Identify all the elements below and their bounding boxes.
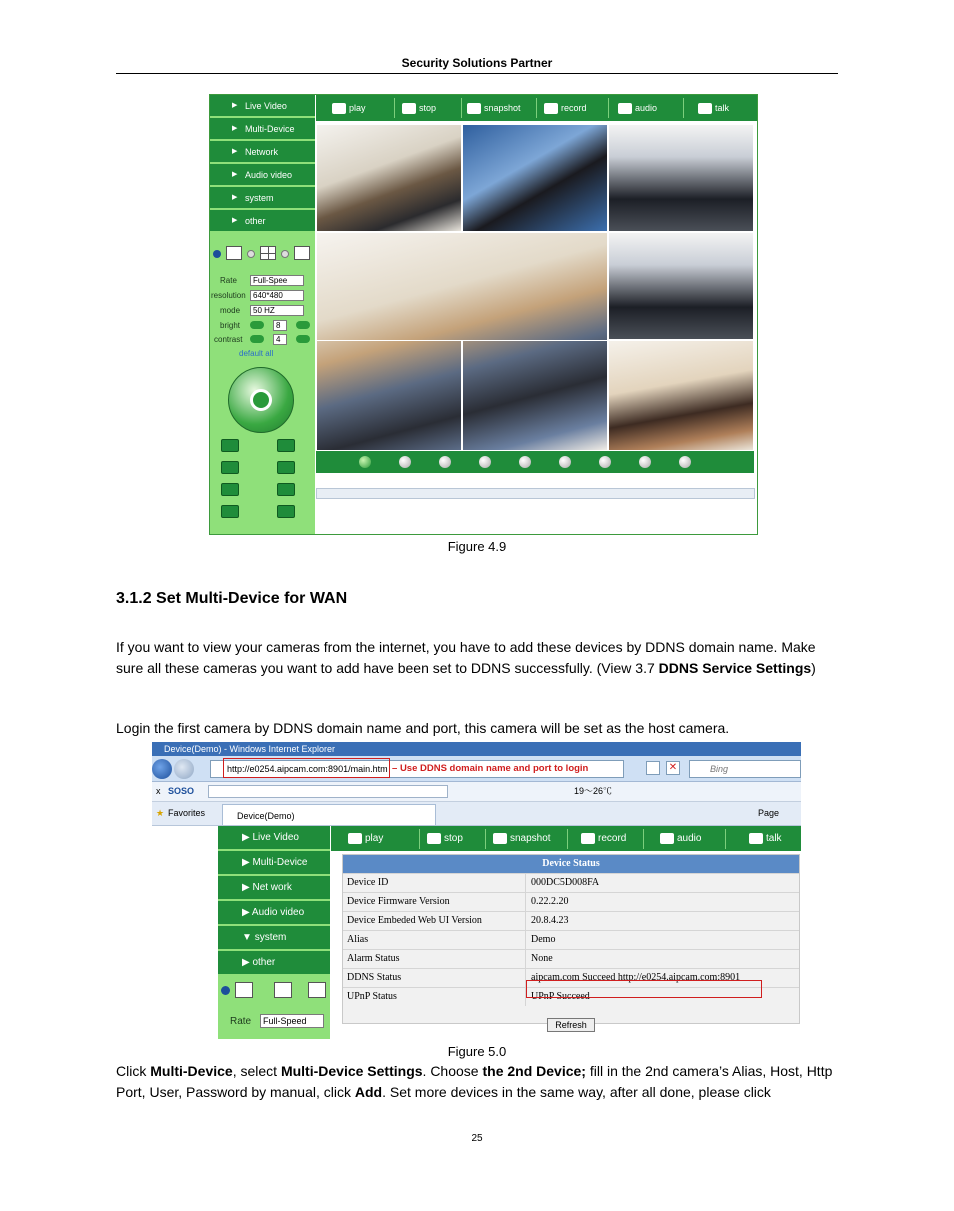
page-number: 25 bbox=[471, 1133, 483, 1144]
sidebar bbox=[218, 826, 330, 1039]
horizontal-scrollbar[interactable] bbox=[316, 488, 755, 499]
microphone-icon bbox=[698, 103, 712, 114]
layout-9-radio-icon[interactable] bbox=[281, 250, 289, 258]
menu-system[interactable]: ▶ system bbox=[210, 187, 315, 209]
channel-8-indicator[interactable] bbox=[639, 456, 651, 468]
record-icon bbox=[581, 833, 595, 844]
table-row: Device ID 000DC5D008FA bbox=[343, 873, 799, 891]
favorites-star-icon[interactable]: ★ bbox=[156, 808, 165, 818]
video-cell-2[interactable] bbox=[462, 124, 608, 232]
channel-7-indicator[interactable] bbox=[599, 456, 611, 468]
rate-select[interactable]: Full-Spee bbox=[250, 275, 304, 286]
talk-button[interactable]: talk bbox=[749, 829, 782, 848]
video-cell-4[interactable] bbox=[608, 232, 754, 340]
resolution-label: resolution bbox=[211, 291, 246, 300]
video-toolbar bbox=[331, 826, 801, 851]
rate-label: Rate bbox=[230, 1016, 252, 1027]
layout-1-icon[interactable] bbox=[221, 986, 230, 995]
weather-readout: 19～26℃ bbox=[574, 786, 613, 796]
favorites-bar bbox=[152, 802, 801, 826]
search-input[interactable]: Bing bbox=[689, 760, 801, 778]
menu-audio-video[interactable]: ▶ Audio video bbox=[218, 901, 330, 925]
rate-select[interactable]: Full-Speed bbox=[260, 1014, 324, 1028]
layout-single-icon[interactable] bbox=[235, 982, 253, 998]
stop-icon bbox=[402, 103, 416, 114]
channel-1-indicator[interactable] bbox=[359, 456, 371, 468]
ptz-center-icon[interactable] bbox=[250, 389, 272, 411]
video-cell-3[interactable] bbox=[608, 124, 754, 232]
address-bar[interactable]: http://e0254.aipcam.com:8901/main.htm bbox=[210, 760, 624, 778]
mode-label: mode bbox=[220, 306, 241, 315]
paragraph-3: Click Multi-Device, select Multi-Device Settings. Choose the 2nd Device; fill in the 2nd camera’s Alias, Host, Http Port, User, Password by manual, click Add. Set more devices in the same way, after all done, please click bbox=[116, 1063, 833, 1100]
favorites-label[interactable]: Favorites bbox=[168, 808, 206, 818]
channel-9-indicator[interactable] bbox=[679, 456, 691, 468]
speaker-icon bbox=[618, 103, 632, 114]
address-highlight-box bbox=[223, 758, 390, 778]
layout-nine-icon[interactable] bbox=[308, 982, 326, 998]
layout-4-radio-icon[interactable] bbox=[247, 250, 255, 258]
figure-5-0-screenshot bbox=[152, 742, 801, 1039]
address-annotation: – Use DDNS domain name and port to login bbox=[392, 763, 589, 774]
contrast-value[interactable]: 4 bbox=[273, 334, 287, 345]
ddns-highlight-box bbox=[526, 980, 762, 998]
section-heading: 3.1.2 Set Multi-Device for WAN bbox=[116, 590, 348, 607]
stop-icon[interactable]: ✕ bbox=[666, 761, 680, 775]
microphone-icon bbox=[749, 833, 763, 844]
preset-button-1[interactable] bbox=[221, 439, 239, 452]
refresh-button[interactable]: Refresh bbox=[547, 1018, 595, 1032]
layout-single-icon[interactable] bbox=[226, 246, 242, 260]
layout-1-icon[interactable] bbox=[213, 250, 221, 258]
sidebar bbox=[210, 95, 315, 534]
contrast-label: contrast bbox=[214, 335, 243, 344]
soso-toolbar bbox=[152, 782, 801, 802]
header-rule bbox=[116, 73, 838, 74]
menu-system[interactable]: ▼ system bbox=[218, 926, 330, 950]
io-button[interactable] bbox=[277, 505, 295, 518]
refresh-icon[interactable] bbox=[646, 761, 660, 775]
preset-button-2[interactable] bbox=[277, 439, 295, 452]
soso-search-input[interactable] bbox=[208, 785, 448, 798]
menu-other[interactable]: ▶ other bbox=[218, 951, 330, 975]
camera-icon bbox=[467, 103, 481, 114]
menu-audio-video[interactable]: ▶ Audio video bbox=[210, 164, 315, 186]
device-status-table bbox=[342, 854, 800, 1024]
table-row: Alias Demo bbox=[343, 930, 799, 948]
channel-bar bbox=[316, 451, 754, 473]
address-row bbox=[152, 756, 801, 782]
menu-multi-device[interactable]: ▶ Multi-Device bbox=[218, 851, 330, 875]
layout-quad-icon[interactable] bbox=[274, 982, 292, 998]
channel-2-indicator[interactable] bbox=[399, 456, 411, 468]
vertical-patrol-button[interactable] bbox=[277, 483, 295, 496]
channel-6-indicator[interactable] bbox=[559, 456, 571, 468]
channel-3-indicator[interactable] bbox=[439, 456, 451, 468]
speaker-icon bbox=[660, 833, 674, 844]
camera-icon bbox=[493, 833, 507, 844]
layout-quad-icon[interactable] bbox=[260, 246, 276, 260]
video-cell-5[interactable] bbox=[608, 340, 754, 451]
record-button[interactable]: record bbox=[544, 99, 587, 117]
audio-button[interactable]: audio bbox=[618, 99, 657, 117]
figure-4-9-caption: Figure 4.9 bbox=[447, 539, 507, 554]
table-row: Device Embeded Web UI Version 20.8.4.23 bbox=[343, 911, 799, 929]
play-icon bbox=[332, 103, 346, 114]
table-row: UPnP Status UPnP Succeed bbox=[343, 987, 799, 1005]
mode-select[interactable]: 50 HZ bbox=[250, 305, 304, 316]
contrast-minus-button[interactable] bbox=[250, 335, 264, 343]
forward-icon[interactable] bbox=[174, 759, 194, 779]
record-button[interactable]: record bbox=[581, 829, 626, 848]
zoom-in-button[interactable] bbox=[221, 461, 239, 474]
menu-live-video[interactable]: ▶ Live Video bbox=[210, 95, 315, 117]
default-all-link[interactable]: default all bbox=[239, 349, 274, 358]
bright-value[interactable]: 8 bbox=[273, 320, 287, 331]
page-menu[interactable]: Page bbox=[758, 808, 780, 818]
grid-divider-bottom-mid bbox=[462, 340, 608, 451]
bright-label: bright bbox=[220, 321, 241, 330]
record-icon bbox=[544, 103, 558, 114]
bright-plus-button[interactable] bbox=[296, 321, 310, 329]
talk-button[interactable]: talk bbox=[698, 99, 729, 117]
camera-web-page bbox=[152, 826, 801, 1039]
table-row: DDNS Status aipcam.com Succeed http://e0254.aipcam.com:8901 bbox=[343, 968, 799, 986]
layout-nine-icon[interactable] bbox=[294, 246, 310, 260]
paragraph-2: Login the first camera by DDNS domain name and port, this camera will be set as the host camera. bbox=[116, 720, 730, 736]
device-status-title: Device Status bbox=[343, 855, 799, 873]
menu-multi-device[interactable]: ▶ Multi-Device bbox=[210, 118, 315, 140]
resolution-select[interactable]: 640*480 bbox=[250, 290, 304, 301]
menu-other[interactable]: ▶ other bbox=[210, 210, 315, 232]
stop-icon bbox=[427, 833, 441, 844]
play-button[interactable]: play bbox=[332, 99, 366, 117]
figure-4-9-screenshot bbox=[209, 94, 758, 535]
stop-button[interactable]: stop bbox=[402, 99, 436, 117]
horizontal-patrol-button[interactable] bbox=[221, 483, 239, 496]
video-toolbar bbox=[316, 95, 758, 121]
window-title: Device(Demo) - Windows Internet Explorer bbox=[152, 742, 801, 756]
back-icon[interactable] bbox=[152, 759, 172, 779]
close-toolbar-icon[interactable]: x bbox=[156, 786, 161, 796]
bright-minus-button[interactable] bbox=[250, 321, 264, 329]
grid-divider-bottom-left bbox=[316, 340, 462, 451]
play-button[interactable]: play bbox=[348, 829, 383, 848]
soso-logo: SOSO bbox=[168, 786, 195, 796]
paragraph-1: If you want to view your cameras from the internet, you have to add these devices by DDNS domain name. Make sure all these cameras you want to add have been set to DDNS successfully. (View 3.7 DDNS Service Settings) bbox=[116, 639, 816, 676]
figure-5-0-caption: Figure 5.0 bbox=[447, 1044, 507, 1059]
menu-network[interactable]: ▶ Net work bbox=[218, 876, 330, 900]
page-header: Security Solutions Partner bbox=[401, 56, 553, 70]
contrast-plus-button[interactable] bbox=[296, 335, 310, 343]
menu-live-video[interactable]: ▶ Live Video bbox=[218, 826, 330, 850]
browser-tab[interactable]: Device(Demo) bbox=[222, 804, 436, 825]
table-row: Alarm Status None bbox=[343, 949, 799, 967]
channel-5-indicator[interactable] bbox=[519, 456, 531, 468]
audio-button[interactable]: audio bbox=[660, 829, 701, 848]
video-cell-1[interactable] bbox=[316, 124, 462, 232]
zoom-out-button[interactable] bbox=[277, 461, 295, 474]
stop-patrol-button[interactable] bbox=[221, 505, 239, 518]
snapshot-button[interactable]: snapshot bbox=[467, 99, 521, 117]
rate-label: Rate bbox=[220, 276, 237, 285]
table-row: Device Firmware Version 0.22.2.20 bbox=[343, 892, 799, 910]
stop-button[interactable]: stop bbox=[427, 829, 463, 848]
snapshot-button[interactable]: snapshot bbox=[493, 829, 551, 848]
menu-network[interactable]: ▶ Network bbox=[210, 141, 315, 163]
channel-4-indicator[interactable] bbox=[479, 456, 491, 468]
play-icon bbox=[348, 833, 362, 844]
